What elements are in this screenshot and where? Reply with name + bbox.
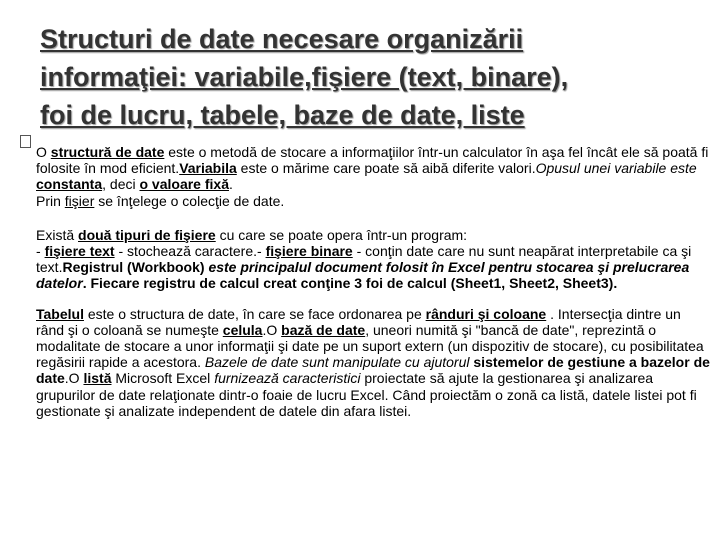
term-randuri-coloane: rânduri şi coloane xyxy=(425,305,547,322)
term-sgbd: sistemelor de gestiune a bazelor de date xyxy=(36,354,710,387)
text: Prin xyxy=(36,192,65,209)
text: cu care se poate opera într-un program: xyxy=(215,226,468,243)
text: .O xyxy=(262,321,282,338)
text: este o structura de date, în care se face ordonarea pe xyxy=(83,305,426,322)
text: , deci xyxy=(102,176,140,193)
term-fisiere-binare: fişiere binare xyxy=(265,243,353,260)
text: . Intersecţia dintre un rând şi o coloană se numeşte xyxy=(36,305,681,338)
paragraph-file-kinds xyxy=(36,243,710,292)
text-bold: . Fiecare registru de calcul creat conţine 3 foi de calcul (Sheet1, Sheet2, Sheet3). xyxy=(82,275,618,292)
title-line-3: foi de lucru, tabele, baze de date, liste xyxy=(40,100,525,130)
text-italic: Bazele de date sunt manipulate cu ajutorul xyxy=(204,354,474,371)
text-italic: furnizează caracteristici xyxy=(214,370,361,387)
term-baza-de-date: bază de date xyxy=(281,321,366,338)
text: . xyxy=(228,176,233,193)
paragraph-structures xyxy=(36,144,710,193)
term-constanta: constanta xyxy=(36,176,103,193)
text: - conţin date care nu sunt neapărat interpretabile ca şi text. xyxy=(36,243,692,276)
text: - xyxy=(36,243,45,260)
term-registrul: Registrul (Workbook) xyxy=(62,259,209,276)
text: este o metodă de stocare a informaţiilor într-un calculator în aşa fel încât ele să poată fi folosite în mod eficient. xyxy=(36,144,709,177)
term-structura-de-date: structură de date xyxy=(50,144,165,160)
title-line-2: informaţiei: variabile,fişiere (text, binare), xyxy=(40,62,569,92)
text: , uneori numită şi "bancă de date", reprezintă o modalitate de stocare a unor informaţii şi date pe un suport extern (un dispozitiv de stocare), cu posibilitatea regăsirii rapide a acestora. xyxy=(36,321,704,371)
text: - stochează caractere.- xyxy=(114,243,266,260)
term-lista: listă xyxy=(83,370,112,387)
text: proiectate să ajute la gestionarea şi analizarea grupurilor de date relaţionate dintr-o foaie de lucru Excel. Când proiectăm o zonă ca listă, datele listei pot fi gestionate şi analizate independent de datele din afara listei. xyxy=(36,370,697,419)
term-fisier: fişier xyxy=(64,192,95,209)
term-variabila: Variabila xyxy=(179,160,237,177)
term-fisiere-text: fişiere text xyxy=(44,243,115,260)
slide-title xyxy=(40,20,712,134)
term-celula: celula xyxy=(222,321,263,338)
bullet-square-icon xyxy=(20,135,31,148)
paragraph-tables-databases xyxy=(36,306,710,419)
paragraph-file-types xyxy=(36,227,710,243)
text: .O xyxy=(64,370,84,387)
title-line-1: Structuri de date necesare organizării xyxy=(40,24,524,54)
paragraph-file xyxy=(36,193,710,209)
text-italic: Opusul unei variabile este xyxy=(535,160,697,177)
text: se înţelege o colecţie de date. xyxy=(94,192,285,209)
text: O xyxy=(36,144,51,160)
term-valoare-fixa: o valoare fixă xyxy=(139,176,229,193)
text-bold-italic: este principalul document folosit în Excel pentru stocarea şi prelucrarea datelor xyxy=(36,259,690,292)
text: Microsoft Excel xyxy=(111,370,215,387)
text: Există xyxy=(36,226,79,243)
text: este o mărime care poate să aibă diferite valori. xyxy=(236,160,536,177)
slide-body xyxy=(36,144,710,419)
term-tabelul: Tabelul xyxy=(36,305,84,322)
term-doua-tipuri: două tipuri de fişiere xyxy=(78,226,216,243)
